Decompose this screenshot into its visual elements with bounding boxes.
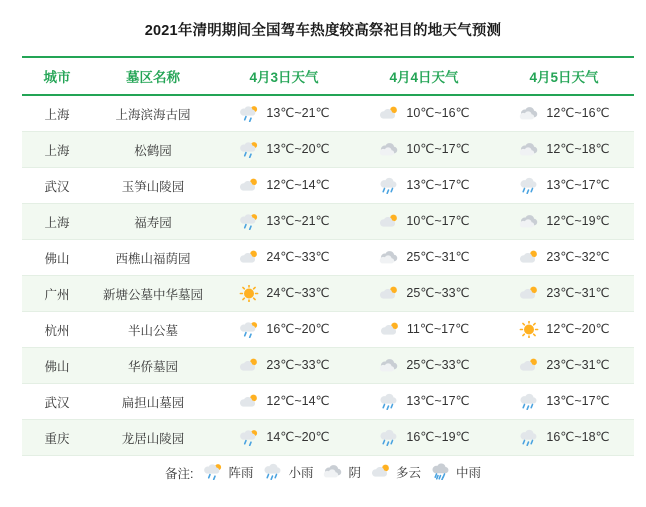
partly-cloudy-icon [518,285,540,302]
cell-weather-day2 [354,240,494,276]
legend-item-label: 阵雨 [228,465,254,480]
cell-city: 重庆 [22,420,92,456]
light-rain-icon [378,177,400,194]
cell-city: 武汉 [22,168,92,204]
temperature-range: 12℃~14℃ [266,178,330,193]
moderate-rain-icon [430,463,452,480]
cell-city: 佛山 [22,240,92,276]
column-header-apr5: 4月5日天气 [494,57,634,95]
light-rain-icon [378,429,400,446]
cell-city: 上海 [22,95,92,132]
cell-weather-day1 [214,312,354,348]
temperature-range: 10℃~16℃ [406,106,470,121]
overcast-icon [378,357,400,374]
partly-cloudy-icon [238,249,260,266]
temperature-range: 13℃~17℃ [546,178,610,193]
temperature-range: 25℃~31℃ [406,250,470,265]
column-header-apr4: 4月4日天气 [354,57,494,95]
temperature-range: 12℃~18℃ [546,142,610,157]
overcast-icon [518,105,540,122]
cell-city: 杭州 [22,312,92,348]
table-row [22,132,634,168]
light-rain-icon [518,177,540,194]
cell-weather-day2 [354,384,494,420]
overcast-icon [518,213,540,230]
cell-weather-day2 [354,348,494,384]
cell-park: 半山公墓 [92,312,214,348]
cell-weather-day3 [494,95,634,132]
cell-weather-day3 [494,132,634,168]
partly-cloudy-icon [370,463,392,480]
table-row [22,276,634,312]
partly-cloudy-icon [238,177,260,194]
legend-items [202,463,481,484]
temperature-range: 13℃~21℃ [266,106,330,121]
legend-item-label: 多云 [396,465,422,480]
cell-city: 武汉 [22,384,92,420]
cell-weather-day3 [494,420,634,456]
cell-weather-day1 [214,95,354,132]
partly-cloudy-icon [238,357,260,374]
sunny-icon [238,285,260,302]
temperature-range: 12℃~14℃ [266,394,330,409]
legend [0,463,646,484]
weather-table [22,56,634,456]
cell-weather-day3 [494,276,634,312]
temperature-range: 13℃~17℃ [546,394,610,409]
temperature-range: 25℃~33℃ [406,286,470,301]
temperature-range: 16℃~20℃ [266,322,330,337]
cell-city: 上海 [22,204,92,240]
cell-park: 华侨墓园 [92,348,214,384]
light-rain-icon [518,393,540,410]
legend-item [202,463,253,481]
partly-cloudy-icon [518,249,540,266]
cell-weather-day2 [354,95,494,132]
table-body [22,95,634,456]
cell-park: 福寿园 [92,204,214,240]
temperature-range: 10℃~17℃ [406,142,470,157]
cell-weather-day2 [354,168,494,204]
cell-weather-day3 [494,384,634,420]
temperature-range: 25℃~33℃ [406,358,470,373]
temperature-range: 11℃~17℃ [406,322,470,337]
temperature-range: 16℃~19℃ [406,430,470,445]
table-row [22,384,634,420]
table-row [22,348,634,384]
partly-cloudy-icon [518,357,540,374]
partly-cloudy-icon [378,285,400,302]
cell-park: 上海滨海古园 [92,95,214,132]
shower-rain-icon [238,321,260,338]
column-header-park: 墓区名称 [92,57,214,95]
shower-rain-icon [238,141,260,158]
temperature-range: 23℃~33℃ [266,358,330,373]
legend-note: 备注: [164,466,194,481]
cell-park: 龙居山陵园 [92,420,214,456]
legend-item-label: 阴 [348,465,361,480]
overcast-icon [378,249,400,266]
shower-rain-icon [202,463,224,480]
legend-item [262,463,313,481]
legend-item [430,463,481,481]
cell-weather-day2 [354,132,494,168]
cell-weather-day3 [494,240,634,276]
sunny-icon [518,321,540,338]
temperature-range: 16℃~18℃ [546,430,610,445]
light-rain-icon [378,393,400,410]
temperature-range: 13℃~20℃ [266,142,330,157]
legend-item [322,463,361,481]
cell-weather-day2 [354,204,494,240]
table-row [22,204,634,240]
cell-park: 新塘公墓中华墓园 [92,276,214,312]
table-row [22,168,634,204]
cell-weather-day2 [354,420,494,456]
cell-weather-day1 [214,348,354,384]
cell-weather-day1 [214,240,354,276]
shower-rain-icon [238,105,260,122]
cell-weather-day3 [494,312,634,348]
cell-city: 佛山 [22,348,92,384]
temperature-range: 23℃~31℃ [546,286,610,301]
table-header [22,57,634,95]
temperature-range: 12℃~19℃ [546,214,610,229]
cell-park: 松鹤园 [92,132,214,168]
cell-city: 上海 [22,132,92,168]
cell-weather-day1 [214,420,354,456]
legend-item-label: 中雨 [456,465,482,480]
cell-weather-day1 [214,168,354,204]
table-row [22,240,634,276]
table-row [22,312,634,348]
cell-weather-day1 [214,384,354,420]
cell-weather-day1 [214,276,354,312]
temperature-range: 24℃~33℃ [266,286,330,301]
temperature-range: 23℃~32℃ [546,250,610,265]
cell-weather-day2 [354,312,494,348]
column-header-city: 城市 [22,57,92,95]
cell-park: 玉笋山陵园 [92,168,214,204]
legend-item [370,463,421,481]
shower-rain-icon [238,213,260,230]
temperature-range: 10℃~17℃ [406,214,470,229]
temperature-range: 12℃~16℃ [546,106,610,121]
cell-weather-day3 [494,168,634,204]
table-header-row [22,57,634,95]
light-rain-icon [262,463,284,480]
cell-weather-day3 [494,204,634,240]
cell-weather-day3 [494,348,634,384]
cell-park: 西樵山福荫园 [92,240,214,276]
temperature-range: 13℃~21℃ [266,214,330,229]
column-header-apr3: 4月3日天气 [214,57,354,95]
partly-cloudy-icon [238,393,260,410]
overcast-icon [322,463,344,480]
cell-city: 广州 [22,276,92,312]
shower-rain-icon [238,429,260,446]
temperature-range: 14℃~20℃ [266,430,330,445]
table-row [22,420,634,456]
temperature-range: 13℃~17℃ [406,178,470,193]
legend-item-label: 小雨 [288,465,314,480]
temperature-range: 12℃~20℃ [546,322,610,337]
cell-weather-day1 [214,204,354,240]
table-row [22,95,634,132]
cell-weather-day1 [214,132,354,168]
cell-weather-day2 [354,276,494,312]
cell-park: 扁担山墓园 [92,384,214,420]
temperature-range: 24℃~33℃ [266,250,330,265]
partly-cloudy-icon [378,213,400,230]
temperature-range: 13℃~17℃ [406,394,470,409]
partly-cloudy-icon [378,105,400,122]
partly-cloudy-icon [379,321,401,338]
overcast-icon [378,141,400,158]
temperature-range: 23℃~31℃ [546,358,610,373]
overcast-icon [518,141,540,158]
light-rain-icon [518,429,540,446]
page-title: 2021年清明期间全国驾车热度较高祭祀目的地天气预测 [144,23,502,39]
